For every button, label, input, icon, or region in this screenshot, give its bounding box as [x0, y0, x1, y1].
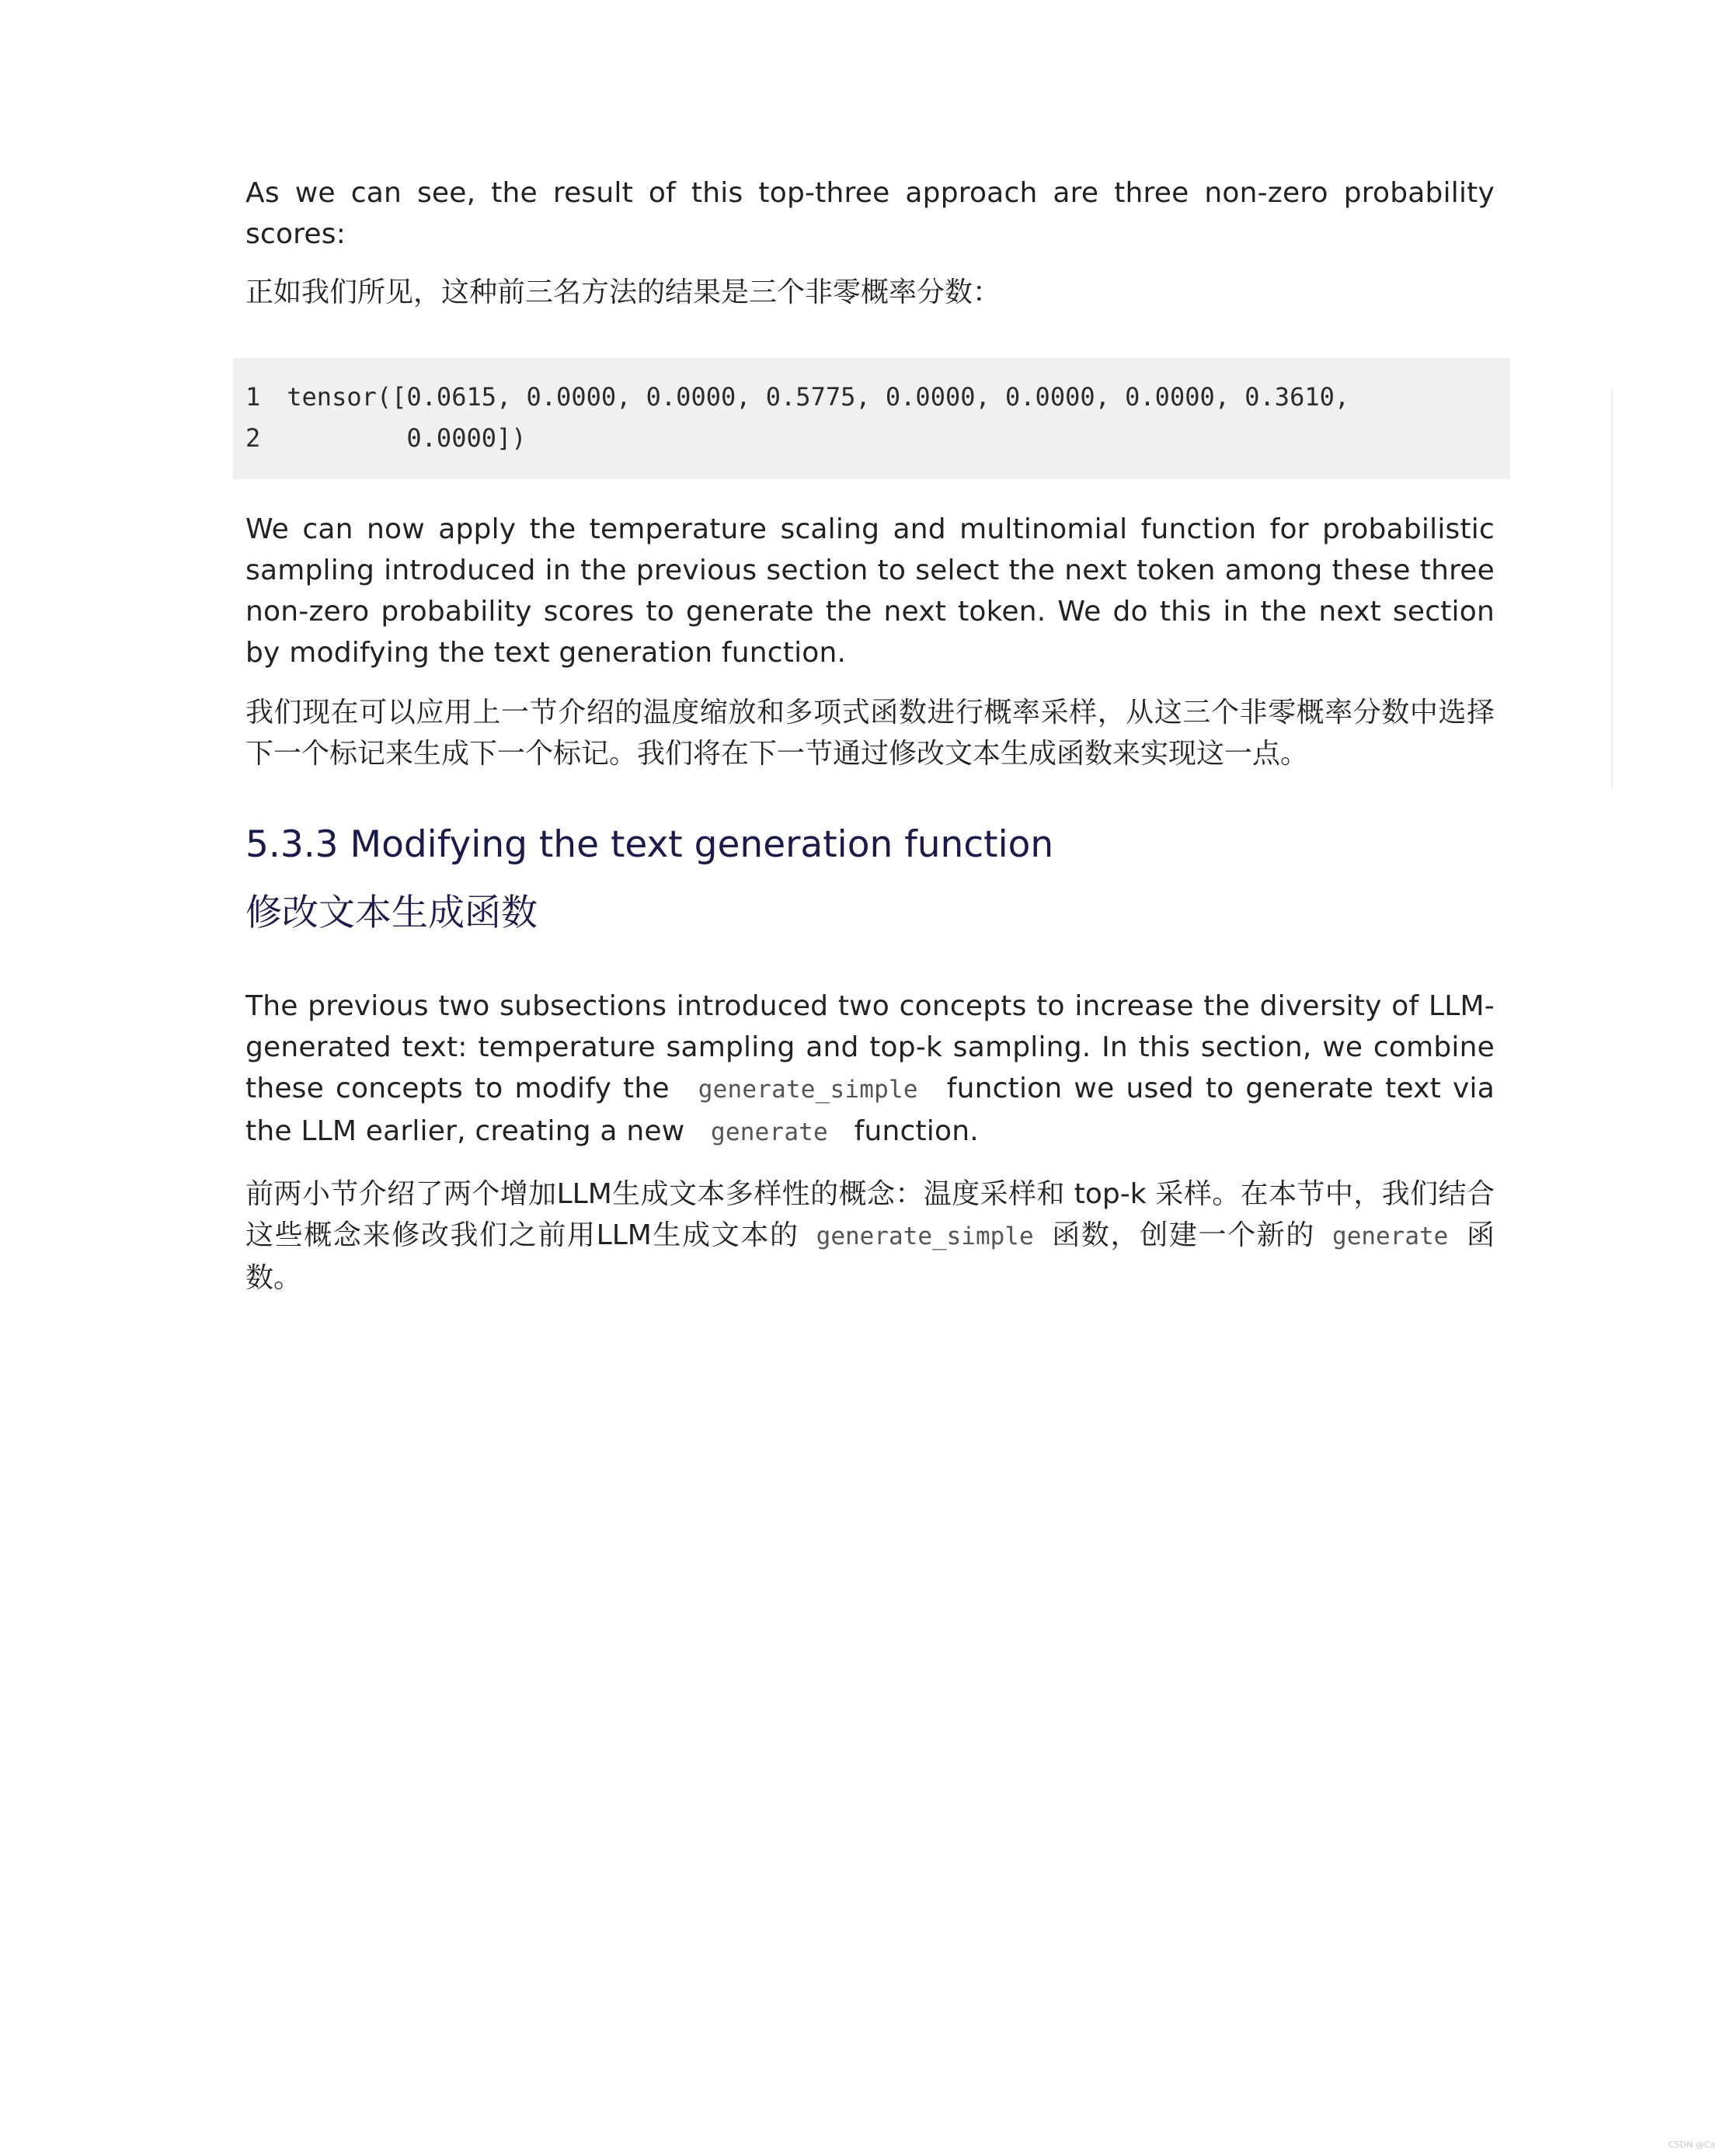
paragraph-top-three-zh: 正如我们所见，这种前三名方法的结果是三个非零概率分数：	[245, 276, 1001, 308]
text-run: 前两小节介绍了两个增加LLM生成文本多样性的概念：温度采样和 top-k 采样。在本节中，我们结合这些概念来修改我们之前用LLM生成文本的	[245, 1178, 1495, 1251]
document-page	[245, 172, 1495, 1299]
text-run: function.	[854, 1115, 979, 1147]
inline-code-generate: generate	[1332, 1222, 1449, 1250]
text-run: The previous two subsections introduced two concepts to increase the diversity of LLM-generated text: temperature sampling and top-k sampling. In this section, we combine these concepts to modify the	[245, 990, 1495, 1104]
text-run: 函数，创建一个新的	[1050, 1219, 1316, 1251]
watermark: CSDN @Ca	[1668, 2140, 1715, 2150]
inline-code-generate-simple: generate_simple	[698, 1076, 918, 1104]
paragraph-generate-en	[245, 986, 1495, 1153]
paragraph-temperature-en: We can now apply the temperature scaling and multinomial function for probabilistic sampling introduced in the previous section to select the next token among these three non-zero probability scores to generate the next token. We do this in the next section by modifying the text generation function.	[245, 513, 1495, 669]
code-line-1	[245, 377, 1510, 418]
scrollbar-track[interactable]	[1611, 388, 1613, 788]
code-text: 0.0000])	[287, 423, 527, 453]
paragraph-top-three-en: As we can see, the result of this top-three approach are three non-zero probability scores:	[245, 177, 1495, 250]
line-number: 1	[245, 382, 261, 412]
text-run: 函数。	[245, 1219, 1495, 1294]
line-number: 2	[245, 423, 261, 453]
paragraph-temperature-zh: 我们现在可以应用上一节介绍的温度缩放和多项式函数进行概率采样，从这三个非零概率分数中选择下一个标记来生成下一个标记。我们将在下一节通过修改文本生成函数来实现这一点。	[245, 697, 1495, 770]
section-heading-en: 5.3.3 Modifying the text generation function	[245, 823, 1054, 866]
code-line-2	[245, 418, 1510, 459]
code-text: tensor([0.0615, 0.0000, 0.0000, 0.5775, 0.0000, 0.0000, 0.0000, 0.3610,	[287, 382, 1350, 412]
inline-code-generate: generate	[711, 1118, 828, 1146]
section-heading-zh: 修改文本生成函数	[245, 892, 538, 934]
inline-code-generate-simple: generate_simple	[816, 1222, 1034, 1250]
text-run: function we used to generate text via the LLM earlier, creating a new	[245, 1073, 1495, 1147]
paragraph-generate-zh	[245, 1174, 1495, 1299]
code-block	[233, 358, 1510, 479]
